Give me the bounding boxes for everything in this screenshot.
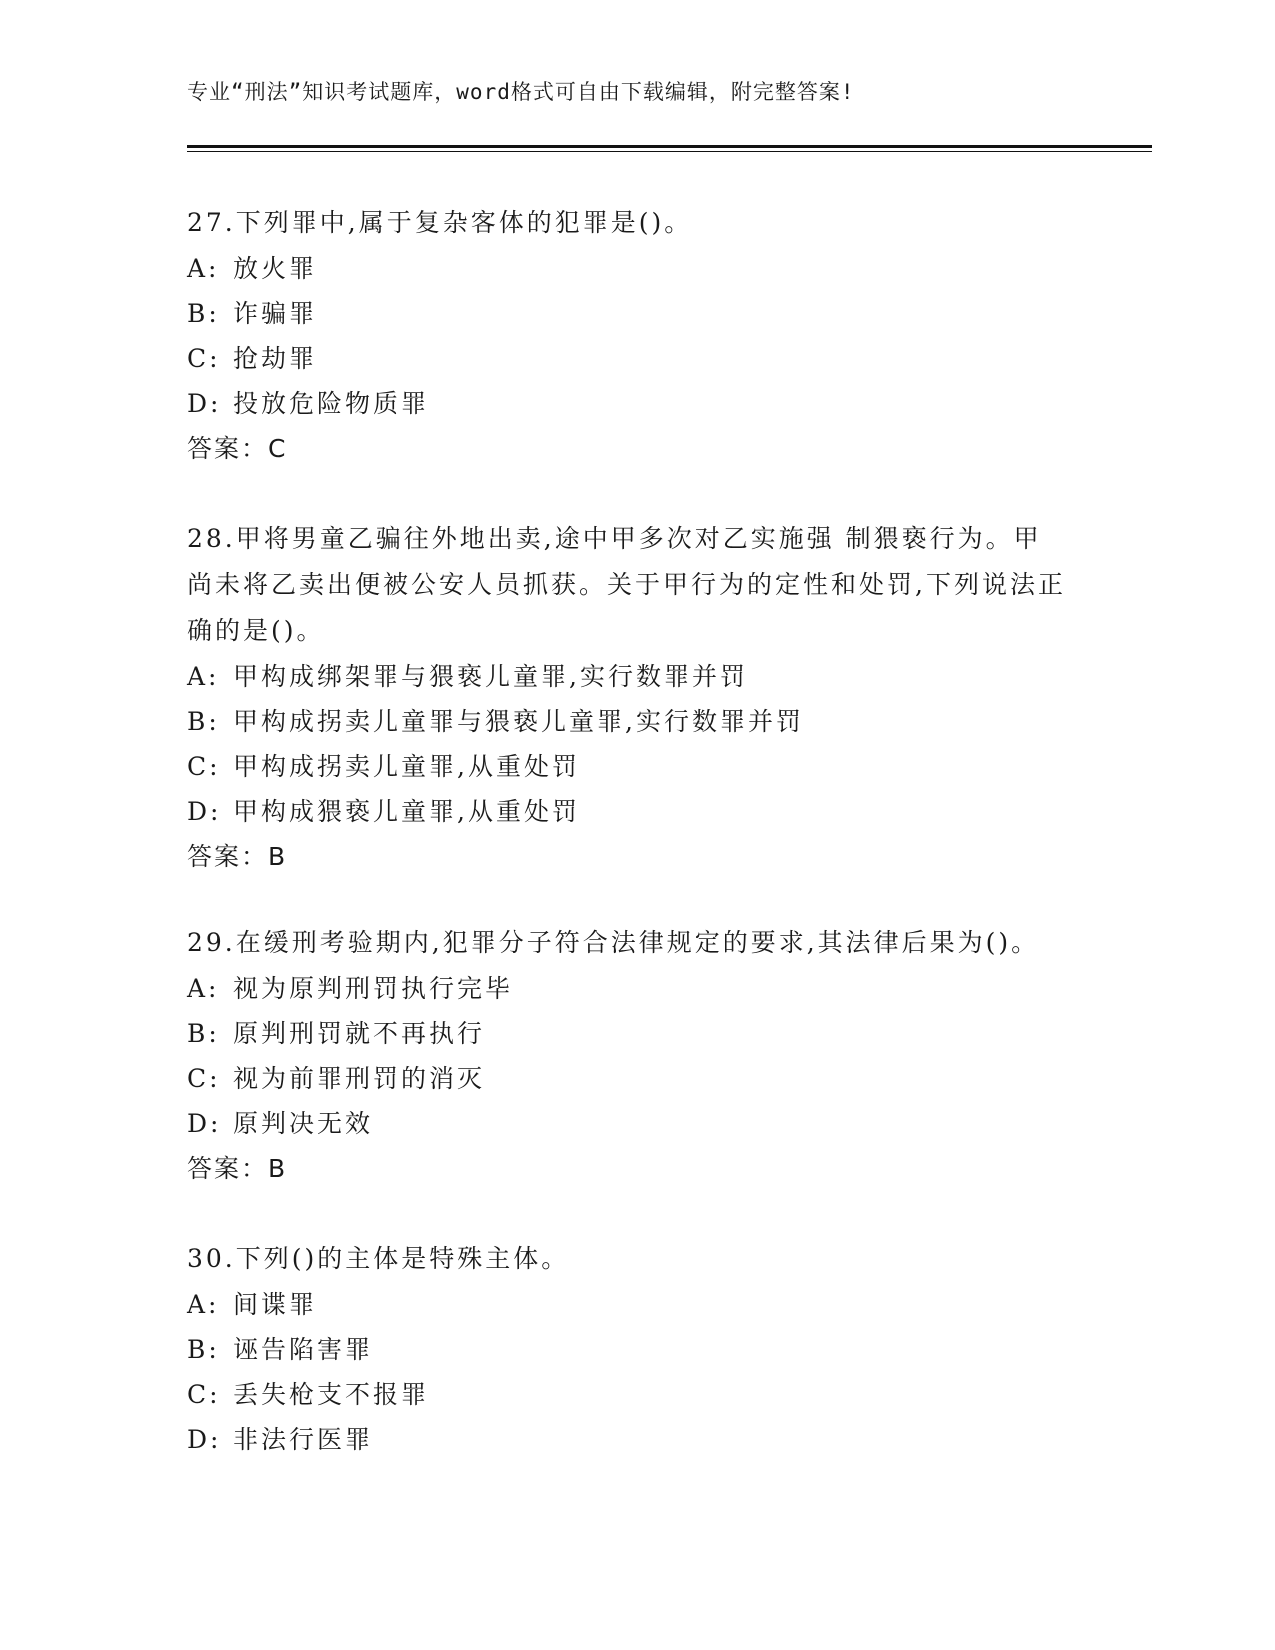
question-stem: 28.甲将男童乙骗往外地出卖,途中甲多次对乙实施强 制猥亵行为。甲尚未将乙卖出便被公安人员抓获。关于甲行为的定性和处罚,下列说法正确的是()。 (187, 524, 1066, 645)
option-text: 视为原判刑罚执行完毕 (233, 974, 514, 1003)
question-stem: 30.下列()的主体是特殊主体。 (187, 1244, 570, 1273)
option-b (187, 1327, 1087, 1372)
question-stem: 27.下列罪中,属于复杂客体的犯罪是()。 (187, 208, 693, 237)
option-text: 诈骗罪 (233, 299, 318, 328)
option-letter: D: (187, 797, 222, 826)
option-text: 诬告陷害罪 (233, 1335, 374, 1364)
option-letter: D: (187, 389, 222, 418)
option-text: 抢劫罪 (233, 344, 318, 373)
option-a (187, 1282, 1087, 1327)
option-d (187, 381, 1087, 426)
option-letter: A: (187, 254, 220, 283)
option-letter: B: (187, 1019, 220, 1048)
option-d (187, 1417, 1087, 1462)
option-letter: A: (187, 662, 220, 691)
option-b (187, 1011, 1147, 1056)
option-text: 原判决无效 (233, 1109, 374, 1138)
option-letter: A: (187, 974, 220, 1003)
header-divider (187, 145, 1152, 148)
option-text: 间谍罪 (233, 1290, 318, 1319)
option-c (187, 1372, 1087, 1417)
option-text: 甲构成猥亵儿童罪,从重处罚 (233, 797, 580, 826)
option-a (187, 654, 1067, 699)
answer: 答案：B (187, 842, 288, 871)
option-text: 非法行医罪 (233, 1425, 374, 1454)
option-b (187, 699, 1067, 744)
option-text: 视为前罪刑罚的消灭 (233, 1064, 486, 1093)
option-letter: C: (187, 752, 221, 781)
option-letter: B: (187, 707, 220, 736)
option-text: 投放危险物质罪 (233, 389, 430, 418)
option-text: 放火罪 (233, 254, 318, 283)
option-letter: C: (187, 344, 221, 373)
question-29 (187, 920, 1147, 1192)
question-27 (187, 200, 1087, 472)
option-b (187, 291, 1087, 336)
header-divider-thin (187, 151, 1152, 152)
option-c (187, 1056, 1147, 1101)
option-c (187, 336, 1087, 381)
option-letter: D: (187, 1109, 222, 1138)
answer: 答案：C (187, 434, 288, 463)
option-text: 丢失枪支不报罪 (233, 1380, 430, 1409)
page-header: 专业“刑法”知识考试题库，word格式可自由下载编辑，附完整答案! (187, 80, 855, 104)
option-letter: A: (187, 1290, 220, 1319)
option-letter: B: (187, 1335, 220, 1364)
answer: 答案：B (187, 1154, 288, 1183)
option-text: 甲构成拐卖儿童罪与猥亵儿童罪,实行数罪并罚 (233, 707, 804, 736)
option-text: 甲构成拐卖儿童罪,从重处罚 (233, 752, 580, 781)
option-a (187, 966, 1147, 1011)
option-letter: B: (187, 299, 220, 328)
option-letter: D: (187, 1425, 222, 1454)
option-text: 原判刑罚就不再执行 (233, 1019, 486, 1048)
option-letter: C: (187, 1064, 221, 1093)
option-d (187, 1101, 1147, 1146)
question-30 (187, 1236, 1087, 1462)
option-c (187, 744, 1067, 789)
option-a (187, 246, 1087, 291)
option-d (187, 789, 1067, 834)
option-text: 甲构成绑架罪与猥亵儿童罪,实行数罪并罚 (233, 662, 748, 691)
question-stem: 29.在缓刑考验期内,犯罪分子符合法律规定的要求,其法律后果为()。 (187, 928, 1040, 957)
option-letter: C: (187, 1380, 221, 1409)
question-28 (187, 516, 1067, 880)
